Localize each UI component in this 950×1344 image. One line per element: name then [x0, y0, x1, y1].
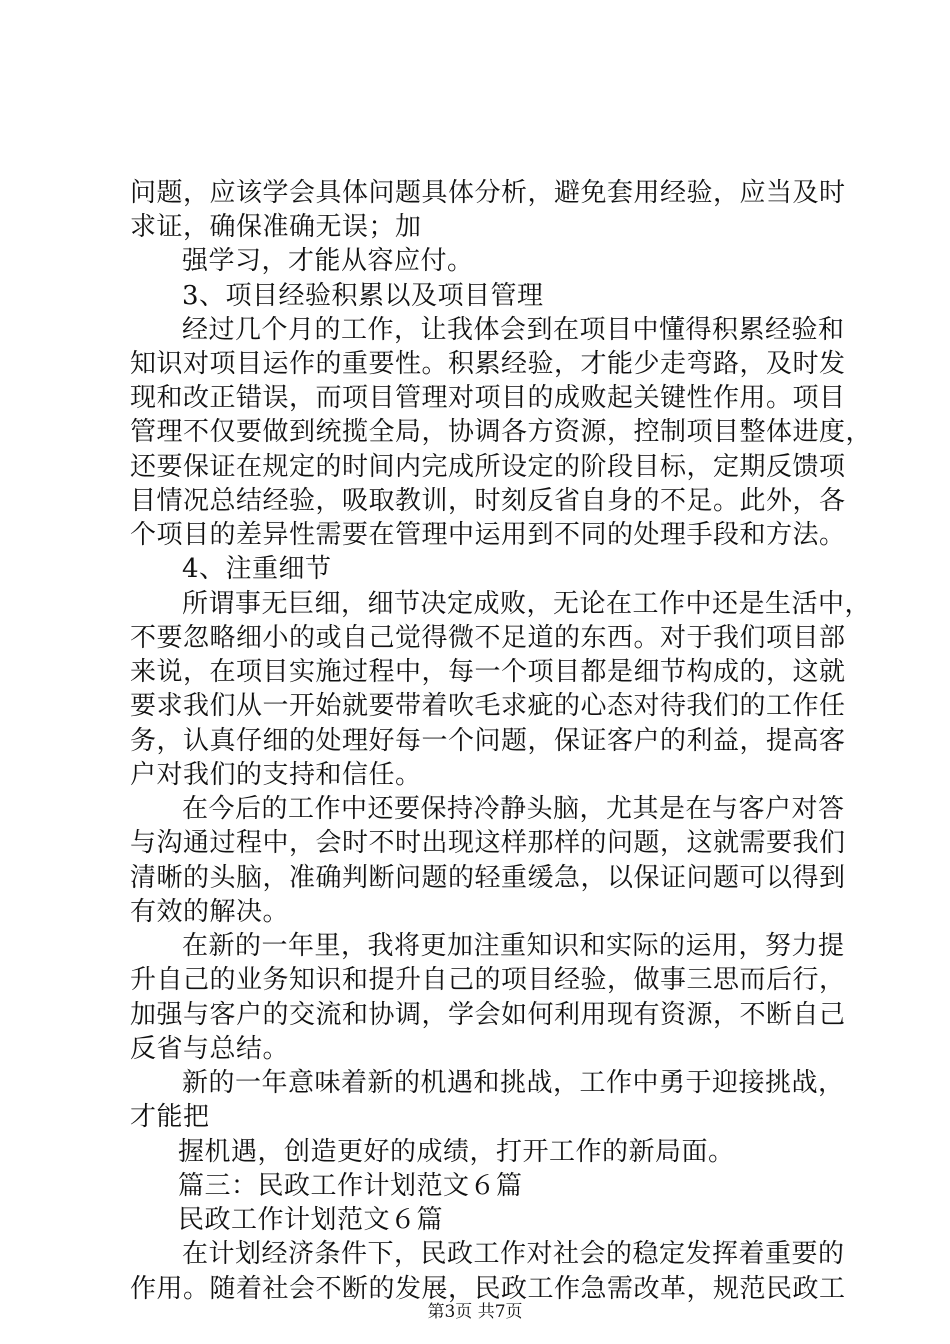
- text-line: 在新的一年里，我将更加注重知识和实际的运用，努力提: [182, 931, 845, 961]
- text-line: 作用。随着社会不断的发展，民政工作急需改革，规范民政工: [130, 1274, 846, 1304]
- text-line: 现和改正错误，而项目管理对项目的成败起关键性作用。项目: [130, 383, 846, 413]
- text-line: 新的一年意味着新的机遇和挑战，工作中勇于迎接挑战，: [182, 1068, 845, 1098]
- section-heading: 3、项目经验积累以及项目管理: [182, 281, 544, 311]
- text-line: 知识对项目运作的重要性。积累经验，才能少走弯路，及时发: [130, 349, 846, 379]
- text-line: 升自己的业务知识和提升自己的项目经验，做事三思而后行，: [130, 965, 846, 995]
- text-line: 还要保证在规定的时间内完成所设定的阶段目标，定期反馈项: [130, 452, 846, 482]
- text-line: 才能把: [130, 1102, 210, 1132]
- text-line: 所谓事无巨细，细节决定成败，无论在工作中还是生活中，: [182, 589, 872, 619]
- text-line: 个项目的差异性需要在管理中运用到不同的处理手段和方法。: [130, 520, 846, 550]
- text-line: 要求我们从一开始就要带着吹毛求疵的心态对待我们的工作任: [130, 691, 846, 721]
- text-line: 问题，应该学会具体问题具体分析，避免套用经验，应当及时: [130, 178, 846, 208]
- text-line: 户对我们的支持和信任。: [130, 760, 422, 790]
- text-line: 不要忽略细小的或自己觉得微不足道的东西。对于我们项目部: [130, 623, 846, 653]
- chapter-heading: 篇三：民政工作计划范文６篇: [178, 1171, 523, 1201]
- document-title: 民政工作计划范文６篇: [178, 1205, 444, 1235]
- text-line: 务，认真仔细的处理好每一个问题，保证客户的利益，提高客: [130, 726, 846, 756]
- section-heading: 4、注重细节: [182, 554, 332, 584]
- text-line: 与沟通过程中，会时不时出现这样那样的问题，这就需要我们: [130, 828, 846, 858]
- page-number: 第3页 共7页: [427, 1302, 523, 1322]
- text-line: 来说，在项目实施过程中，每一个项目都是细节构成的，这就: [130, 657, 846, 687]
- text-line: 经过几个月的工作，让我体会到在项目中懂得积累经验和: [182, 315, 845, 345]
- text-line: 反省与总结。: [130, 1034, 290, 1064]
- text-line: 强学习，才能从容应付。: [182, 246, 474, 276]
- text-line: 清晰的头脑，准确判断问题的轻重缓急，以保证问题可以得到: [130, 863, 846, 893]
- text-line: 加强与客户的交流和协调，学会如何利用现有资源，不断自己: [130, 1000, 846, 1030]
- text-line: 目情况总结经验，吸取教训，时刻反省自身的不足。此外，各: [130, 486, 846, 516]
- text-line: 握机遇，创造更好的成绩，打开工作的新局面。: [178, 1137, 735, 1167]
- text-line: 在今后的工作中还要保持冷静头脑，尤其是在与客户对答: [182, 794, 845, 824]
- text-line: 在计划经济条件下，民政工作对社会的稳定发挥着重要的: [182, 1239, 845, 1269]
- text-line: 有效的解决。: [130, 897, 290, 927]
- text-line: 求证，确保准确无误；加: [130, 212, 422, 242]
- text-line: 管理不仅要做到统揽全局，协调各方资源，控制项目整体进度，: [130, 417, 873, 447]
